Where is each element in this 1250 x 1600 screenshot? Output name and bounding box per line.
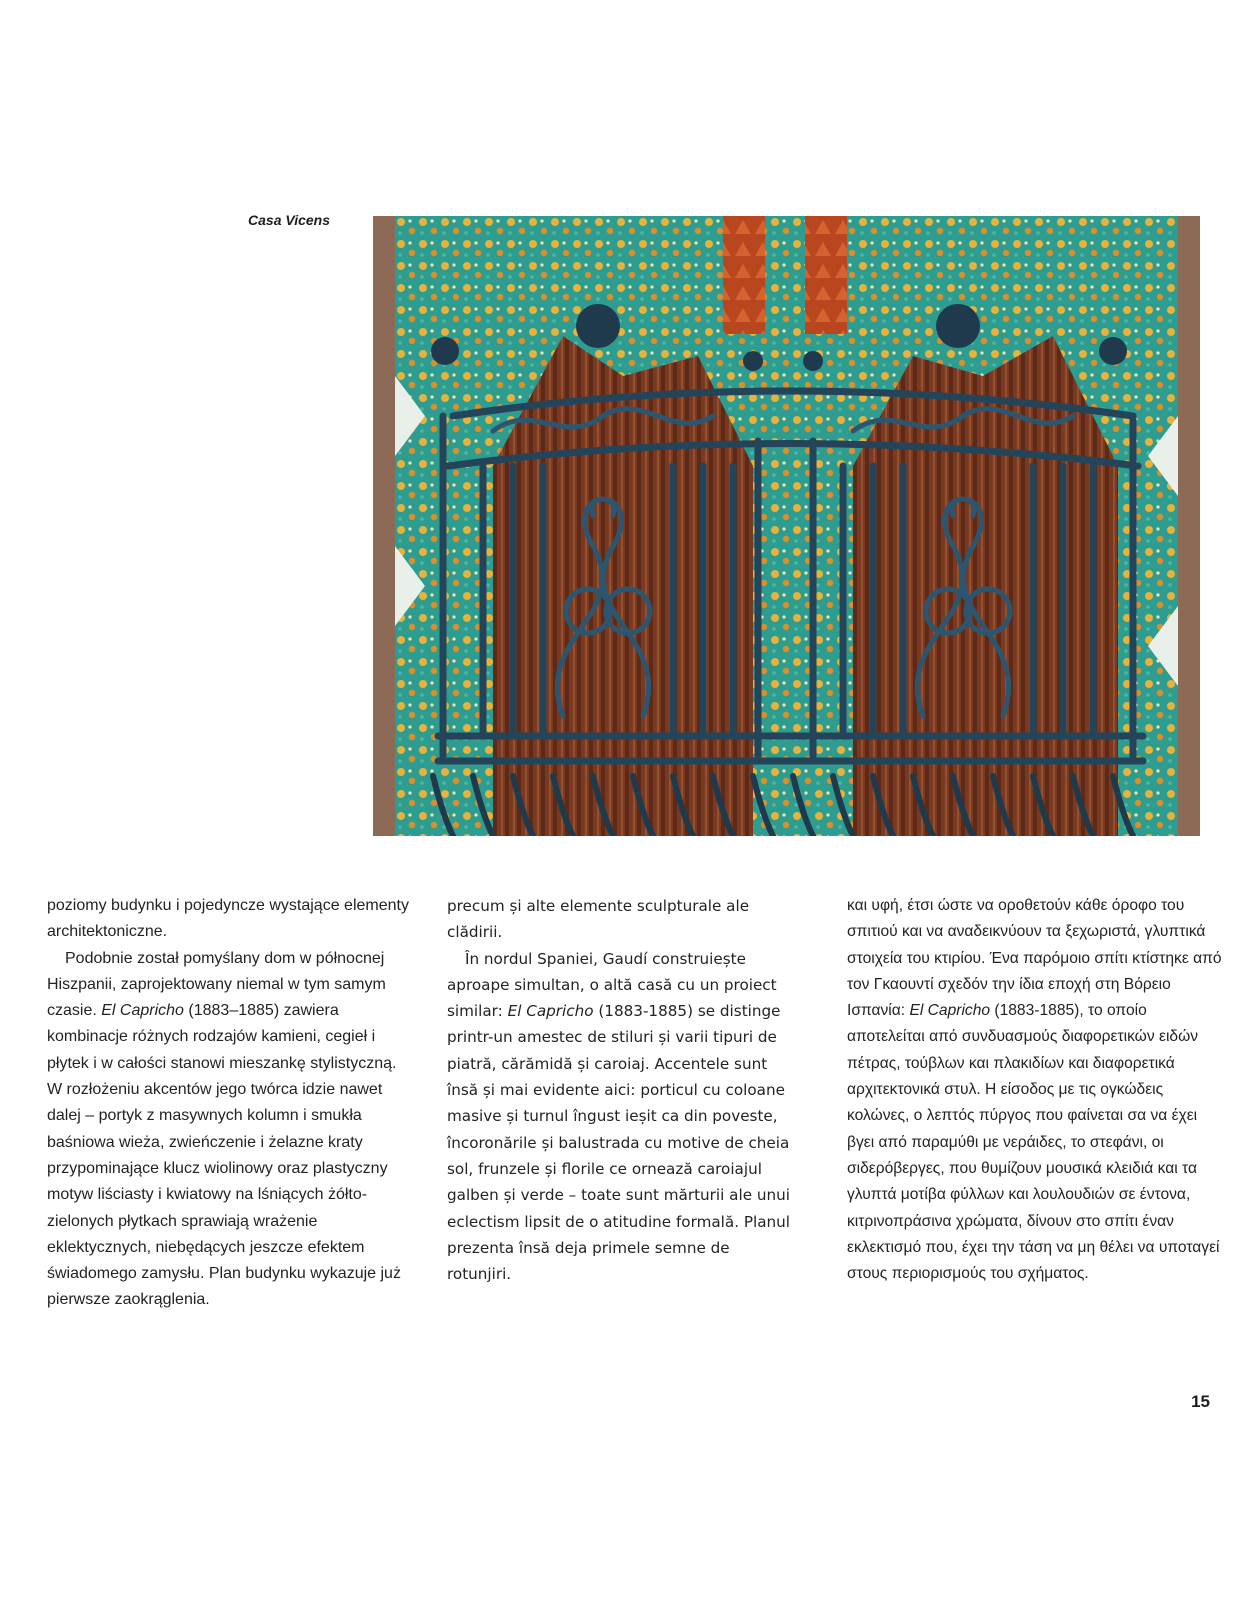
work-title-el-capricho: El Capricho xyxy=(909,1002,991,1020)
romanian-paragraph-2-start: În nordul Spaniei, Gaudí construiește aproape simultan, o altă casă cu un proiect similar: xyxy=(447,949,777,1021)
romanian-text-column xyxy=(447,893,797,1287)
greek-paragraph-1-end: (1883-1885), το οποίο αποτελείται από συνδυασμούς διαφορετικών ειδών πέτρας, τούβλων και πλακιδίων και διαφορετικά αρχιτεκτονικά στυλ. Η είσοδος με τις ογκώδεις κολώνες, ο λεπτός πύργος που φαίνεται σα να έχει βγει από παραμύθι με νεράιδες, το στεφάνι, οι σιδερόβεργες, που θυμίζουν μουσικά κλειδιά και τα γλυπτά μοτίβα φύλλων και λουλουδιών σε έντονα, κιτρινοπράσινα χρώματα, δίνουν στο σπίτι έναν εκλεκτισμό που, έχει την τάση να μη θέλει να υποταγεί στους περιορισμούς του σχήματος. xyxy=(847,1002,1220,1283)
romanian-paragraph-2 xyxy=(447,946,797,1288)
figure-caption: Casa Vicens xyxy=(248,212,330,228)
work-title-el-capricho: El Capricho xyxy=(507,1002,594,1021)
romanian-paragraph-2-end: (1883-1885) se distinge printr-un amestec de stiluri și varii tipuri de piatră, cărămidă și caroiaj. Accentele sunt însă și mai evidente aici: porticul cu coloane masive și turnul îngust ieșit ca din poveste, încoronările și balustrada cu motive de cheia sol, frunzele și florile ce ornează caroiajul galben și verde – toate sunt mărturii ale unui eclectism lipsit de o atitudine formală. Planul prezenta însă deja primele semne de rotunjiri. xyxy=(447,1002,791,1284)
greek-paragraph-1 xyxy=(847,893,1222,1287)
polish-text-column xyxy=(47,893,412,1314)
greek-paragraph-1-start: και υφή, έτσι ώστε να οροθετούν κάθε όροφο του σπιτιού και να αναδεικνύουν τα ξεχωριστά, γλυπτικά στοιχεία του κτιρίου. Ένα παρόμοιο σπίτι κτίστηκε από τον Γκαουντί σχεδόν την ίδια εποχή στη Βόρειο Ισπανία: xyxy=(847,897,1222,1020)
polish-paragraph-1: poziomy budynku i pojedyncze wystające elementy architektoniczne. xyxy=(47,897,409,941)
polish-paragraph-2 xyxy=(47,946,412,1314)
page-number: 15 xyxy=(1191,1392,1210,1411)
greek-text-column xyxy=(847,893,1222,1287)
work-title-el-capricho: El Capricho xyxy=(101,1002,184,1020)
polish-paragraph-2-end: (1883–1885) zawiera kombinacje różnych rodzajów kamieni, cegieł i płytek i w całości stanowi mieszankę stylistyczną. W rozłożeniu akcentów jego twórca idzie nawet dalej – portyk z masywnych kolumn i smukła baśniowa wieża, zwieńczenie i żelazne kraty przypominające klucz wiolinowy oraz plastyczny motyw liściasty i kwiatowy na lśniących żółto-zielonych płytkach sprawiają wrażenie eklektycznych, niebędących jeszcze efektem świadomego zamysłu. Plan budynku wykazuje już pierwsze zaokrąglenia. xyxy=(47,1002,401,1309)
romanian-paragraph-1: precum și alte elemente sculpturale ale clădirii. xyxy=(447,897,750,942)
window-grille-photo xyxy=(373,216,1200,836)
polish-paragraph-2-start: Podobnie został pomyślany dom w północnej Hiszpanii, zaprojektowany niemal w tym samym czasie. xyxy=(47,949,386,1020)
